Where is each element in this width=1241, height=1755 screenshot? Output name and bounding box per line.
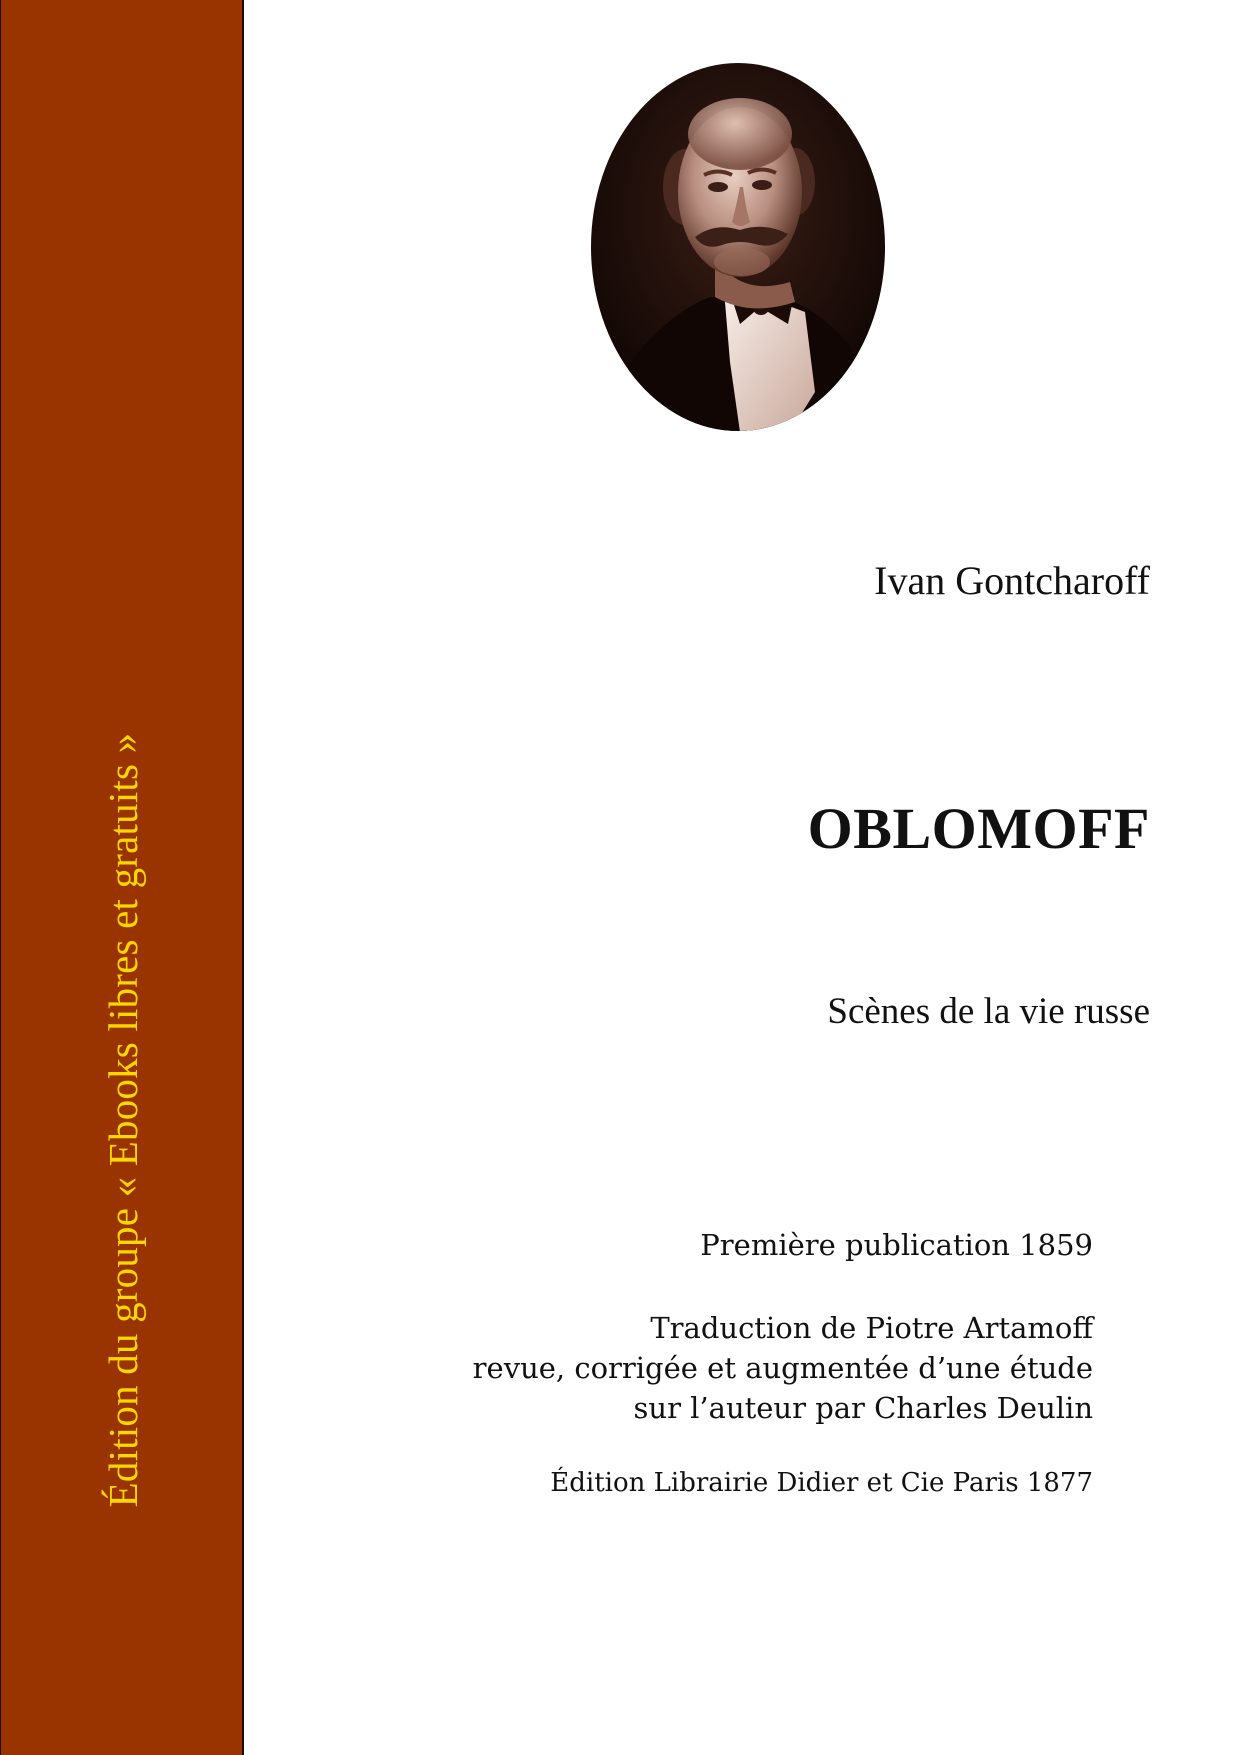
first-publication: Première publication 1859 <box>700 1228 1093 1262</box>
publisher-credit: Édition du groupe « Ebooks libres et gratuits » <box>100 732 146 1508</box>
edition-info: Édition Librairie Didier et Cie Paris 1877 <box>550 1468 1093 1498</box>
author-name: Ivan Gontcharoff <box>874 558 1150 603</box>
book-title: OBLOMOFF <box>807 796 1150 861</box>
translation-line: revue, corrigée et augmentée d’une étude <box>472 1351 1093 1385</box>
spine-band <box>0 0 244 1755</box>
book-subtitle: Scènes de la vie russe <box>827 991 1150 1032</box>
translation-line: sur l’auteur par Charles Deulin <box>633 1391 1093 1425</box>
translation-line: Traduction de Piotre Artamoff <box>650 1311 1093 1345</box>
translation-credit <box>473 1308 1093 1428</box>
author-portrait <box>590 62 886 432</box>
